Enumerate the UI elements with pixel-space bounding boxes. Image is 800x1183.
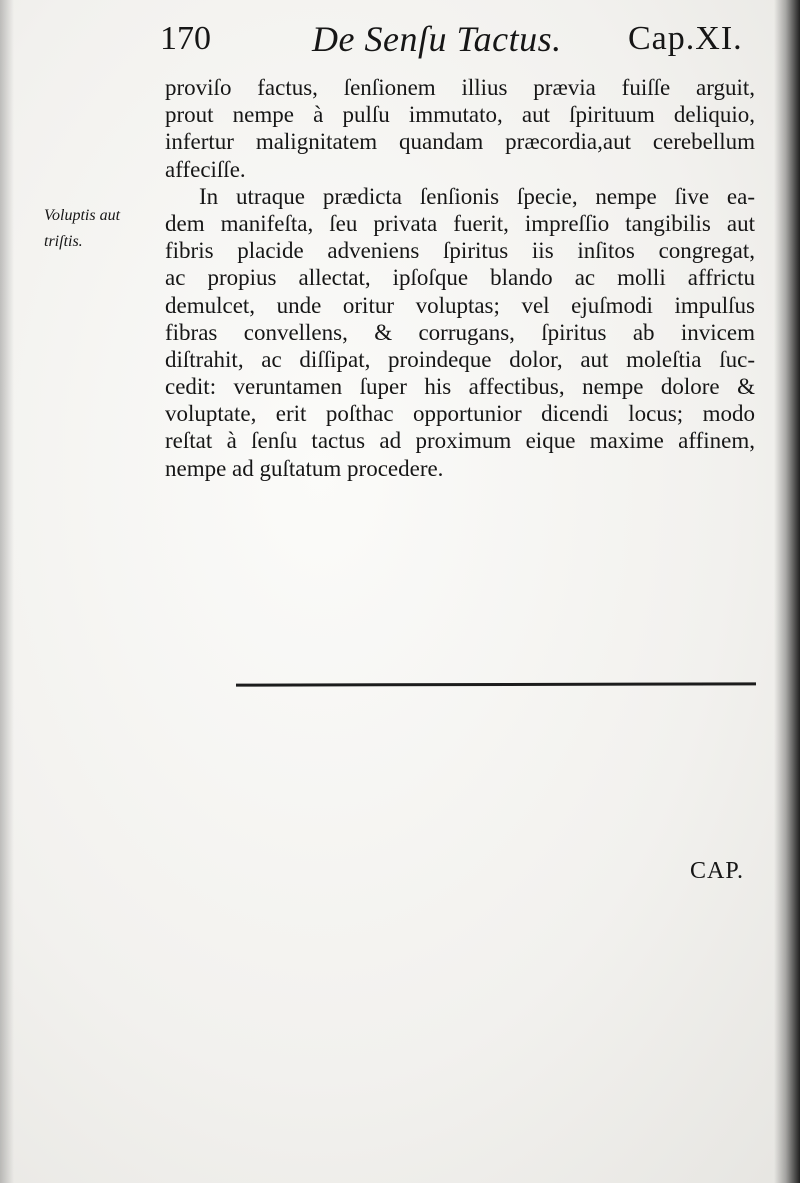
page-edge-shadow bbox=[0, 0, 14, 1183]
paragraph-start-line: In utraque prædicta ſenſionis ſpecie, nempe ſive ea- bbox=[199, 183, 755, 209]
text-line: ac propius allectat, ipſoſque blando ac molli affrictu bbox=[165, 265, 755, 291]
catchword: CAP. bbox=[690, 858, 745, 884]
margin-note-line: Voluptis aut bbox=[44, 207, 121, 224]
margin-note-line: triſtis. bbox=[44, 233, 83, 250]
text-line: fibras convellens, & corrugans, ſpiritus ab invicem bbox=[165, 319, 755, 345]
section-divider-rule bbox=[236, 682, 756, 686]
text-line: reſtat à ſenſu tactus ad proximum eique maxime affinem, bbox=[165, 428, 755, 454]
page-number: 170 bbox=[160, 20, 211, 57]
text-line: proviſo factus, ſenſionem illius prævia fuiſſe arguit, bbox=[165, 75, 755, 100]
text-line: affeciſſe. bbox=[165, 156, 246, 182]
body-text bbox=[165, 74, 755, 482]
text-line: diſtrahit, ac diſſipat, proindeque dolor, aut moleſtia ſuc- bbox=[165, 346, 755, 372]
text-line: demulcet, unde oritur voluptas; vel ejuſmodi impulſus bbox=[165, 292, 755, 318]
page-header bbox=[160, 14, 780, 74]
text-line: cedit: veruntamen ſuper his affectibus, nempe dolore & bbox=[165, 374, 755, 400]
text-line: prout nempe à pulſu immutato, aut ſpirituum deliquio, bbox=[165, 102, 755, 128]
text-line: nempe ad guſtatum procedere. bbox=[165, 455, 444, 481]
margin-note bbox=[44, 203, 154, 255]
text-line: fibris placide adveniens ſpiritus iis inſitos congregat, bbox=[165, 238, 755, 264]
running-title: De Senſu Tactus. bbox=[312, 19, 562, 59]
chapter-label: Cap.XI. bbox=[628, 20, 743, 57]
text-line: voluptate, erit poſthac opportunior dicendi locus; modo bbox=[165, 401, 755, 427]
text-line: dem manifeſta, ſeu privata fuerit, impreſſio tangibilis aut bbox=[165, 210, 755, 236]
text-line: infertur malignitatem quandam præcordia,aut cerebellum bbox=[165, 129, 755, 155]
binding-shadow bbox=[774, 0, 800, 1183]
